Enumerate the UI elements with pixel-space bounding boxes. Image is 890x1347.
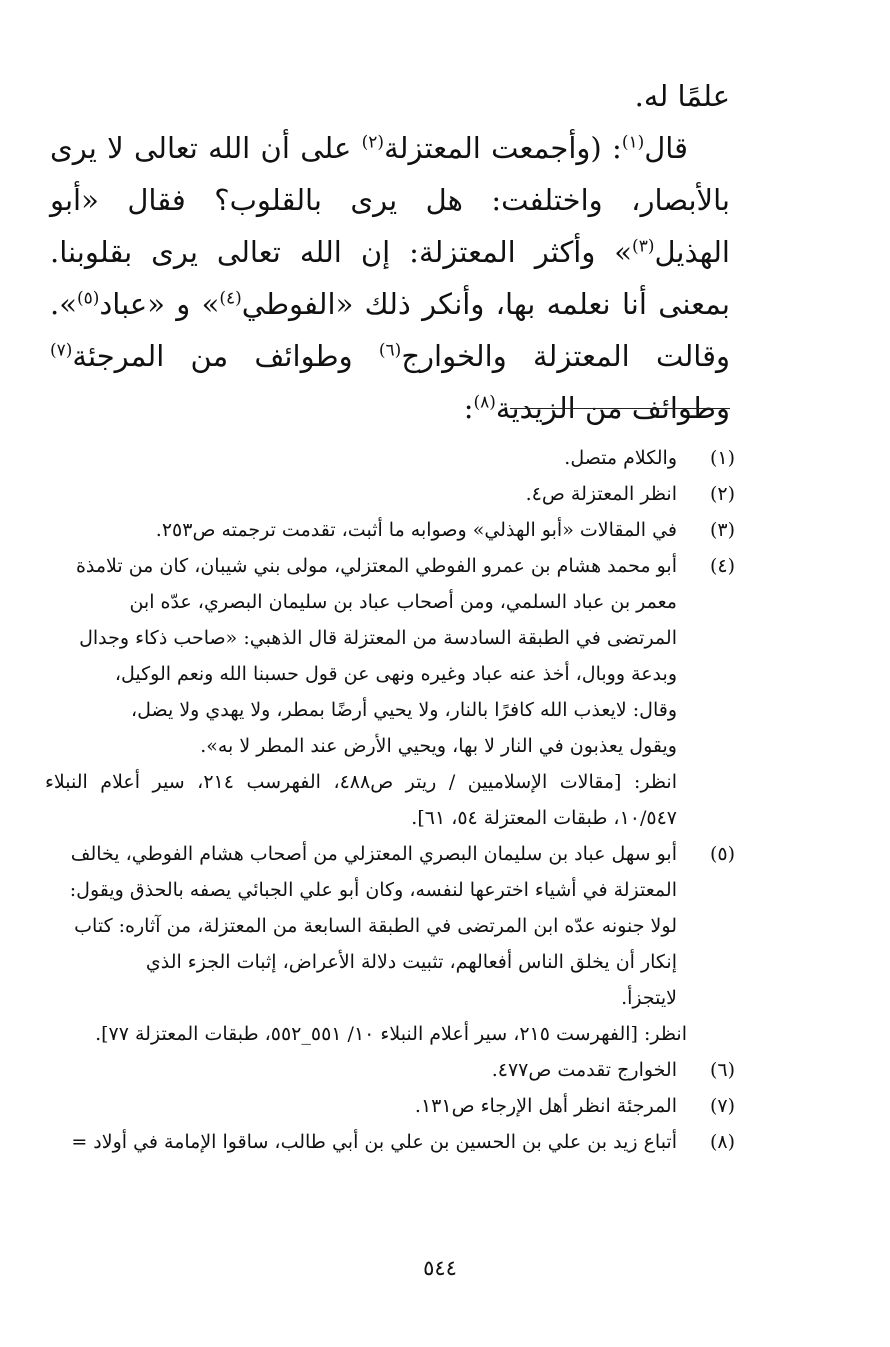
footnotes-section bbox=[45, 440, 735, 1160]
footnote-line: المرجئة انظر أهل الإرجاء ص١٣١. bbox=[414, 1095, 677, 1117]
text-segment: وطوائف من المرجئة bbox=[72, 339, 379, 373]
text-segment: » و «عباد bbox=[99, 287, 220, 321]
footnote-body bbox=[45, 1088, 677, 1124]
footnote-line: أبو سهل عباد بن سليمان البصري المعتزلي من أصحاب هشام الفوطي، يخالف bbox=[70, 843, 677, 865]
footnote-ref-3[interactable]: (٣) bbox=[632, 236, 655, 257]
footnote-line: انظر المعتزلة ص٤. bbox=[525, 483, 677, 505]
footnote-line: أتباع زيد بن علي بن الحسين بن علي بن أبي طالب، ساقوا الإمامة في أولاد = bbox=[71, 1131, 677, 1153]
footnote-body bbox=[45, 440, 677, 476]
footnote-line: ويقول يعذبون في النار لا بها، ويحيي الأرض عند المطر لا به». bbox=[200, 735, 677, 757]
footnote-line: لايتجزأ. bbox=[621, 987, 677, 1009]
footnote-line: وبدعة ووبال، أخذ عنه عباد وغيره ونهى عن قول حسبنا الله ونعم الوكيل، bbox=[114, 663, 677, 685]
footnote-reference: انظر: [مقالات الإسلاميين / ريتر ص٤٨٨، الفهرسب ٢١٤، سير أعلام النبلاء ١٠/٥٤٧، طبقات المعتزلة ٥٤، ٦١]. bbox=[45, 771, 677, 829]
footnote-8 bbox=[45, 1124, 735, 1160]
footnote-number: (٥) bbox=[709, 843, 735, 865]
text-segment: » وأكثر المعتزلة: إن الله تعالى يرى بقلوبنا. بمعنى أنا نعلمه بها، وأنكر ذلك «الفوطي bbox=[50, 235, 730, 321]
footnote-line: لولا جنونه عدّه ابن المرتضى في الطبقة السابعة من المعتزلة، من آثاره: كتاب bbox=[74, 915, 677, 937]
footnote-body bbox=[45, 1052, 677, 1088]
footnote-body bbox=[45, 476, 677, 512]
footnote-ref-2[interactable]: (٢) bbox=[361, 132, 385, 153]
footnote-4 bbox=[45, 548, 735, 836]
footnote-ref-7[interactable]: (٧) bbox=[50, 340, 73, 361]
footnote-ref-8[interactable]: (٨) bbox=[473, 392, 496, 413]
footnote-body bbox=[45, 836, 687, 1052]
footnote-6 bbox=[45, 1052, 735, 1088]
footnote-ref-1[interactable]: (١) bbox=[621, 132, 645, 153]
footnote-line: المرتضى في الطبقة السادسة من المعتزلة قال الذهبي: «صاحب ذكاء وجدال bbox=[79, 627, 677, 649]
footnote-line: في المقالات «أبو الهذلي» وصوابه ما أثبت، تقدمت ترجمته ص٢٥٣. bbox=[155, 519, 677, 541]
page-number: ٥٤٤ bbox=[423, 1256, 457, 1280]
footnote-ref-5[interactable]: (٥) bbox=[76, 288, 100, 309]
footnote-7 bbox=[45, 1088, 735, 1124]
text-segment: ». وقالت المعتزلة والخوارج bbox=[50, 287, 730, 373]
footnote-number: (٨) bbox=[709, 1131, 735, 1153]
footnote-reference: انظر: [الفهرست ٢١٥، سير أعلام النبلاء ١٠/ ٥٥١_٥٥٢، طبقات المعتزلة ٧٧]. bbox=[95, 1023, 687, 1045]
footnote-line: والكلام متصل. bbox=[564, 447, 677, 469]
footnote-number: (٧) bbox=[709, 1095, 735, 1117]
footnote-line: الخوارج تقدمت ص٤٧٧. bbox=[491, 1059, 677, 1081]
main-text-block bbox=[50, 70, 730, 434]
footnote-line: إنكار أن يخلق الناس أفعالهم، تثبيت دلالة الأعراض، إثبات الجزء الذي bbox=[145, 951, 677, 973]
footnote-ref-6[interactable]: (٦) bbox=[378, 340, 402, 361]
footnote-number: (٦) bbox=[709, 1059, 735, 1081]
footnote-line: وقال: لايعذب الله كافرًا بالنار، ولا يحيي أرضًا بمطر، ولا يهدي ولا يضل، bbox=[131, 699, 677, 721]
footnote-body bbox=[45, 548, 677, 836]
footnote-number: (١) bbox=[709, 447, 735, 469]
text-segment: قال bbox=[644, 131, 689, 165]
footnote-3 bbox=[45, 512, 735, 548]
footnote-line: المعتزلة في أشياء اخترعها لنفسه، وكان أبو علي الجبائي يصفه بالحذق ويقول: bbox=[69, 879, 677, 901]
footnote-number: (٣) bbox=[709, 519, 735, 541]
footnote-line: أبو محمد هشام بن عمرو الفوطي المعتزلي، مولى بني شيبان، كان من تلامذة bbox=[75, 555, 677, 577]
main-paragraph bbox=[50, 122, 730, 434]
footnote-line: معمر بن عباد السلمي، ومن أصحاب عباد بن سليمان البصري، عدّه ابن bbox=[129, 591, 677, 613]
footnote-1 bbox=[45, 440, 735, 476]
footnote-body bbox=[45, 512, 677, 548]
text-segment: : (وأجمعت المعتزلة bbox=[384, 131, 622, 165]
footnote-number: (٢) bbox=[709, 483, 735, 505]
footnote-body bbox=[45, 1124, 677, 1160]
text-segment: وطوائف من الزيدية bbox=[495, 391, 730, 425]
footnote-2 bbox=[45, 476, 735, 512]
text-segment: : bbox=[463, 391, 474, 425]
footnote-number: (٤) bbox=[709, 555, 735, 577]
main-text-first-line: علمًا له. bbox=[634, 79, 730, 113]
footnote-ref-4[interactable]: (٤) bbox=[219, 288, 242, 309]
footnote-5 bbox=[45, 836, 735, 1052]
footnote-separator bbox=[510, 408, 730, 409]
text-segment: على أن الله تعالى لا يرى بالأبصار، واختلفت: هل يرى بالقلوب؟ فقال «أبو الهذيل bbox=[50, 131, 730, 269]
